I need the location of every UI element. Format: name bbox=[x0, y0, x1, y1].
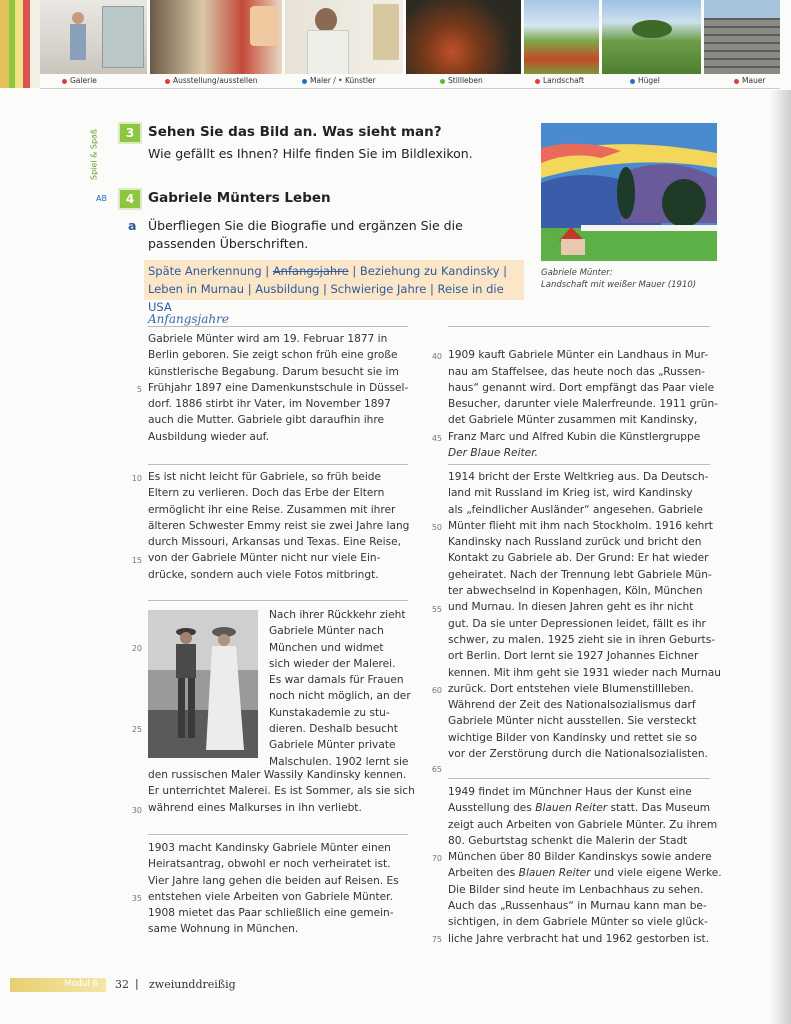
wall-photo bbox=[704, 0, 780, 74]
line-number: 55 bbox=[431, 605, 442, 614]
paragraph-6: 1914 bricht der Erste Weltkrieg aus. Da Deutsch- land mit Russland im Krieg ist, wird Kandinsky als „feindlicher Ausländer“ angesehen. Gabriele Münter flieht mit ihm nach Stockholm. 1916 kehrt Kandinsky nach Russland zurück und bricht den Kontakt zu Gabriele ab. Der Grund: Er hat wieder geheiratet. Nach der Trennung lebt Gabriele Mün- ter abwechselnd in Kopenhagen, Köln, München und Murnau. In diesen Jahren geht es ihr nicht gut. Da sie unter Depressionen leidet, fällt es ihr schwer, zu malen. 1925 zieht sie in ihren Geburts- ort Berlin. Dort lernt sie 1927 Johannes Eichner kennen. Mit ihm geht sie 1931 wieder nach Murnau zurück. Dort entstehen viele Blumenstillleben. Während der Zeit des Nationalsozialismus darf Gabriele Münter nicht ausstellen. Sie versteckt wichtige Bilder von Kandinsky und rettet sie so vor der Zerstörung durch die Nationalsozialisten. bbox=[448, 471, 721, 761]
heading-line-left-1 bbox=[148, 326, 408, 327]
sidebar-label-spiel-spass: Spiel & Spaß bbox=[89, 129, 99, 180]
still-life-photo bbox=[406, 0, 521, 74]
heading-line-left-4 bbox=[148, 834, 408, 835]
heading-word-box: Späte Anerkennung | Anfangsjahre | Beziehung zu Kandinsky | Leben in Murnau | Ausbildung | Schwierige Jahre | Reise in die USA bbox=[144, 260, 524, 300]
gallery-photo bbox=[40, 0, 147, 74]
line-number: 40 bbox=[431, 352, 442, 361]
painter-photo bbox=[285, 0, 403, 74]
footer-page-number: 32 bbox=[115, 978, 129, 991]
paragraph-3-continued: den russischen Maler Wassily Kandinsky kennen. Er unterrichtet Malerei. Es ist Sommer, als sie sich während eines Malkurses in ihn verliebt. bbox=[148, 769, 415, 814]
line-number: 45 bbox=[431, 434, 442, 443]
task-number-3: 3 bbox=[118, 122, 142, 144]
landscape-photo bbox=[524, 0, 599, 74]
line-number: 5 bbox=[136, 385, 142, 394]
footer-module-label: Modul 6 bbox=[64, 979, 98, 989]
word-ausbildung: Ausbildung bbox=[255, 282, 320, 296]
caption-mauer: Mauer bbox=[734, 76, 766, 85]
sidebar-ab-label: AB bbox=[96, 194, 107, 203]
caption-stillleben: Stillleben bbox=[440, 76, 483, 85]
paragraph-2: Es ist nicht leicht für Gabriele, so früh beide Eltern zu verlieren. Doch das Erbe der Eltern ermöglicht ihr eine Reise. Zusammen mit ihrer älteren Schwester Emmy reist sie zwei Jahre lang durch Missouri, Arkansas und Texas. Eine Reise, von der Gabriele Münter nicht nur viele Ein- drücke, sondern auch viele Fotos mitbringt. bbox=[148, 471, 410, 581]
caption-huegel: Hügel bbox=[630, 76, 660, 85]
bullet-icon bbox=[734, 79, 739, 84]
heading-line-right-3 bbox=[448, 778, 710, 779]
hill-photo bbox=[602, 0, 701, 74]
painting-caption: Gabriele Münter: Landschaft mit weißer Mauer (1910) bbox=[541, 268, 697, 290]
word-beziehung-kandinsky: Beziehung zu Kandinsky bbox=[359, 264, 500, 278]
word-anfangsjahre-crossed: Anfangsjahre bbox=[272, 264, 349, 278]
line-number: 65 bbox=[431, 765, 442, 774]
footer-separator: | bbox=[135, 977, 139, 990]
line-number: 30 bbox=[131, 806, 142, 815]
line-number: 50 bbox=[431, 523, 442, 532]
paragraph-1: Gabriele Münter wird am 19. Februar 1877 in Berlin geboren. Sie zeigt schon früh eine große künstlerische Begabung. Darum besucht sie im Frühjahr 1897 eine Damenkunstschule in Düssel- dorf. 1886 stirbt ihr Vater, im November 1897 auch die Mutter. Gabriele gibt daraufhin ihre Ausbildung wieder auf. bbox=[148, 333, 409, 443]
paragraph-5: 1909 kauft Gabriele Münter ein Landhaus in Mur- nau am Staffelsee, das heute noch das „Russen- haus“ genannt wird. Dort empfängt das Paar viele Besucher, darunter viele Malerfreunde. 1911 grün- det Gabriele Münter zusammen mit Kandinsky, Franz Marc und Alfred Kubin die Künstlergruppe Der Blaue Reiter. bbox=[448, 349, 719, 460]
strip-divider bbox=[40, 88, 780, 89]
task-4-sub-letter: a bbox=[128, 218, 137, 233]
word-leben-murnau: Leben in Murnau bbox=[148, 282, 245, 296]
line-number: 25 bbox=[131, 725, 142, 734]
caption-landschaft: Landschaft bbox=[535, 76, 584, 85]
caption-ausstellung: Ausstellung/ausstellen bbox=[165, 76, 257, 85]
handwritten-heading-answer: Anfangsjahre bbox=[148, 312, 229, 326]
heading-line-right-2 bbox=[448, 464, 710, 465]
line-number: 70 bbox=[431, 854, 442, 863]
photo-muenter-kandinsky bbox=[148, 610, 258, 758]
line-number: 75 bbox=[431, 935, 442, 944]
task-3-subtitle: Wie gefällt es Ihnen? Hilfe finden Sie im Bildlexikon. bbox=[148, 146, 473, 161]
word-reise-usa: Reise in die USA bbox=[148, 282, 504, 314]
picture-strip-captions bbox=[40, 75, 780, 88]
task-4-instruction: Überfliegen Sie die Biografie und ergänzen Sie die passenden Überschriften. bbox=[148, 218, 463, 251]
paragraph-4: 1903 macht Kandinsky Gabriele Münter einen Heiratsantrag, obwohl er noch verheiratet ist. Vier Jahre lang gehen die beiden auf Reisen. Es entstehen viele Arbeiten von Gabriele Münter. 1908 mietet das Paar schließlich eine gemein- same Wohnung in München. bbox=[148, 842, 399, 936]
word-spaete-anerkennung: Späte Anerkennung bbox=[148, 264, 262, 278]
page-edge-shadow bbox=[770, 90, 791, 1024]
heading-line-left-2 bbox=[148, 464, 408, 465]
heading-line-right-1 bbox=[448, 326, 710, 327]
heading-line-left-3 bbox=[148, 600, 408, 601]
bullet-icon bbox=[302, 79, 307, 84]
task-number-4: 4 bbox=[118, 188, 142, 210]
painting-landscape-white-wall bbox=[541, 123, 717, 261]
line-number: 60 bbox=[431, 686, 442, 695]
edge-bar-5 bbox=[30, 0, 40, 88]
bullet-icon bbox=[62, 79, 67, 84]
line-number: 10 bbox=[131, 474, 142, 483]
word-schwierige-jahre: Schwierige Jahre bbox=[330, 282, 427, 296]
caption-galerie: Galerie bbox=[62, 76, 97, 85]
paragraph-7: 1949 findet im Münchner Haus der Kunst eine Ausstellung des Blauen Reiter statt. Das Museum zeigt auch Arbeiten von Gabriele Münter. Zu ihrem 80. Geburtstag schenkt die Malerin der Stadt München über 80 Bilder Kandinskys sowie andere Arbeiten des Blauen Reiter und viele eigene Werke. Die Bilder sind heute im Lenbachhaus zu sehen. Auch das „Russenhaus“ in Murnau kann man be- sichtigen, in dem Gabriele Münter so viele glück- liche Jahre verbracht hat und 1962 gestorben ist. bbox=[448, 786, 722, 945]
task-3-title: Sehen Sie das Bild an. Was sieht man? bbox=[148, 124, 442, 140]
bullet-icon bbox=[535, 79, 540, 84]
line-number: 15 bbox=[131, 556, 142, 565]
edge-bar-4 bbox=[23, 0, 30, 88]
caption-maler: Maler / • Künstler bbox=[302, 76, 376, 85]
line-number: 20 bbox=[131, 644, 142, 653]
line-number: 35 bbox=[131, 894, 142, 903]
task-4-title: Gabriele Münters Leben bbox=[148, 190, 331, 206]
bullet-icon bbox=[630, 79, 635, 84]
picture-strip bbox=[40, 0, 780, 74]
bullet-icon bbox=[440, 79, 445, 84]
bullet-icon bbox=[165, 79, 170, 84]
exhibition-photo bbox=[150, 0, 282, 74]
edge-bar-1 bbox=[0, 0, 9, 88]
paragraph-3-wrapped: Nach ihrer Rückkehr zieht Gabriele Münter nach München und widmet sich wieder der Malerei. Es war damals für Frauen noch nicht möglich, an der Kunstakademie zu stu- dieren. Deshalb besucht Gabriele Münter private Malschulen. 1902 lernt sie bbox=[269, 609, 411, 768]
footer-page-word: zweiunddreißig bbox=[149, 978, 236, 991]
edge-bar-3 bbox=[15, 0, 23, 88]
